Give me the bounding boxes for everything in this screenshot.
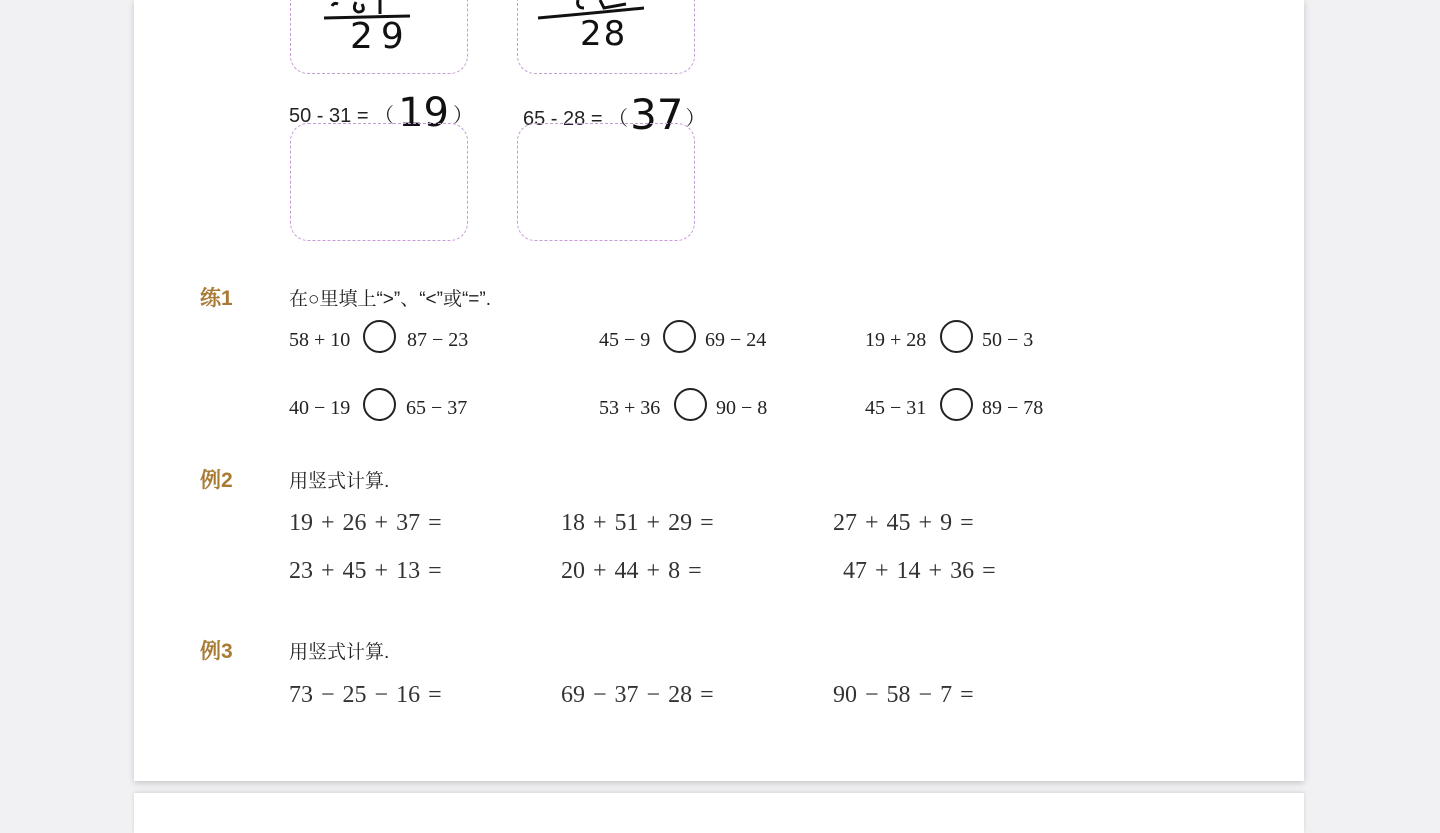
answer-circle-6[interactable] [940, 388, 973, 421]
compare-left-2: 45 − 9 [599, 329, 651, 351]
compare-right-1: 87 − 23 [407, 329, 469, 351]
practice1-instruction: 在○里填上“>”、“<”或“=”. [289, 289, 492, 310]
example2-expr-5: 20 + 44 + 8 = [561, 558, 702, 584]
compare-left-4: 40 − 19 [289, 397, 351, 419]
compare-left-1: 58 + 10 [289, 329, 351, 351]
handwritten-result-2: 28 [580, 14, 628, 54]
equation-row-1: 50 - 31 = （ 19 ） [289, 90, 473, 136]
example2-expr-4: 23 + 45 + 13 = [289, 558, 442, 584]
handwritten-answer-1: 19 [398, 90, 449, 136]
example2-expr-2: 18 + 51 + 29 = [561, 510, 714, 536]
example2-expr-3: 27 + 45 + 9 = [833, 510, 974, 536]
compare-right-5: 90 − 8 [716, 397, 768, 419]
example3-label: 例3 [200, 640, 233, 663]
answer-circle-1[interactable] [363, 320, 396, 353]
example2-instruction: 用竖式计算. [289, 471, 390, 492]
compare-right-4: 65 − 37 [406, 397, 468, 419]
example2-label: 例2 [200, 469, 233, 492]
compare-left-3: 19 + 28 [865, 329, 927, 351]
handwritten-answer-2: 37 [630, 90, 684, 139]
example3-expr-3: 90 − 58 − 7 = [833, 682, 974, 708]
work-box-4 [517, 123, 695, 241]
compare-left-6: 45 − 31 [865, 397, 927, 419]
example3-instruction: 用竖式计算. [289, 642, 390, 663]
answer-circle-4[interactable] [363, 388, 396, 421]
compare-left-5: 53 + 36 [599, 397, 661, 419]
answer-circle-3[interactable] [940, 320, 973, 353]
work-box-3 [290, 123, 468, 241]
example3-expr-1: 73 − 25 − 16 = [289, 682, 442, 708]
example2-expr-1: 19 + 26 + 37 = [289, 510, 442, 536]
worksheet-page [134, 0, 1304, 781]
compare-right-3: 50 − 3 [982, 329, 1034, 351]
example2-expr-6: 47 + 14 + 36 = [843, 558, 996, 584]
practice1-label: 练1 [200, 287, 233, 310]
answer-circle-2[interactable] [663, 320, 696, 353]
example3-expr-2: 69 − 37 − 28 = [561, 682, 714, 708]
compare-right-2: 69 − 24 [705, 329, 767, 351]
equation-row-2: 65 - 28 = （37 ） [523, 90, 706, 139]
next-page [134, 793, 1304, 833]
answer-circle-5[interactable] [674, 388, 707, 421]
handwritten-result-1: 29 [350, 16, 412, 57]
compare-right-6: 89 − 78 [982, 397, 1044, 419]
